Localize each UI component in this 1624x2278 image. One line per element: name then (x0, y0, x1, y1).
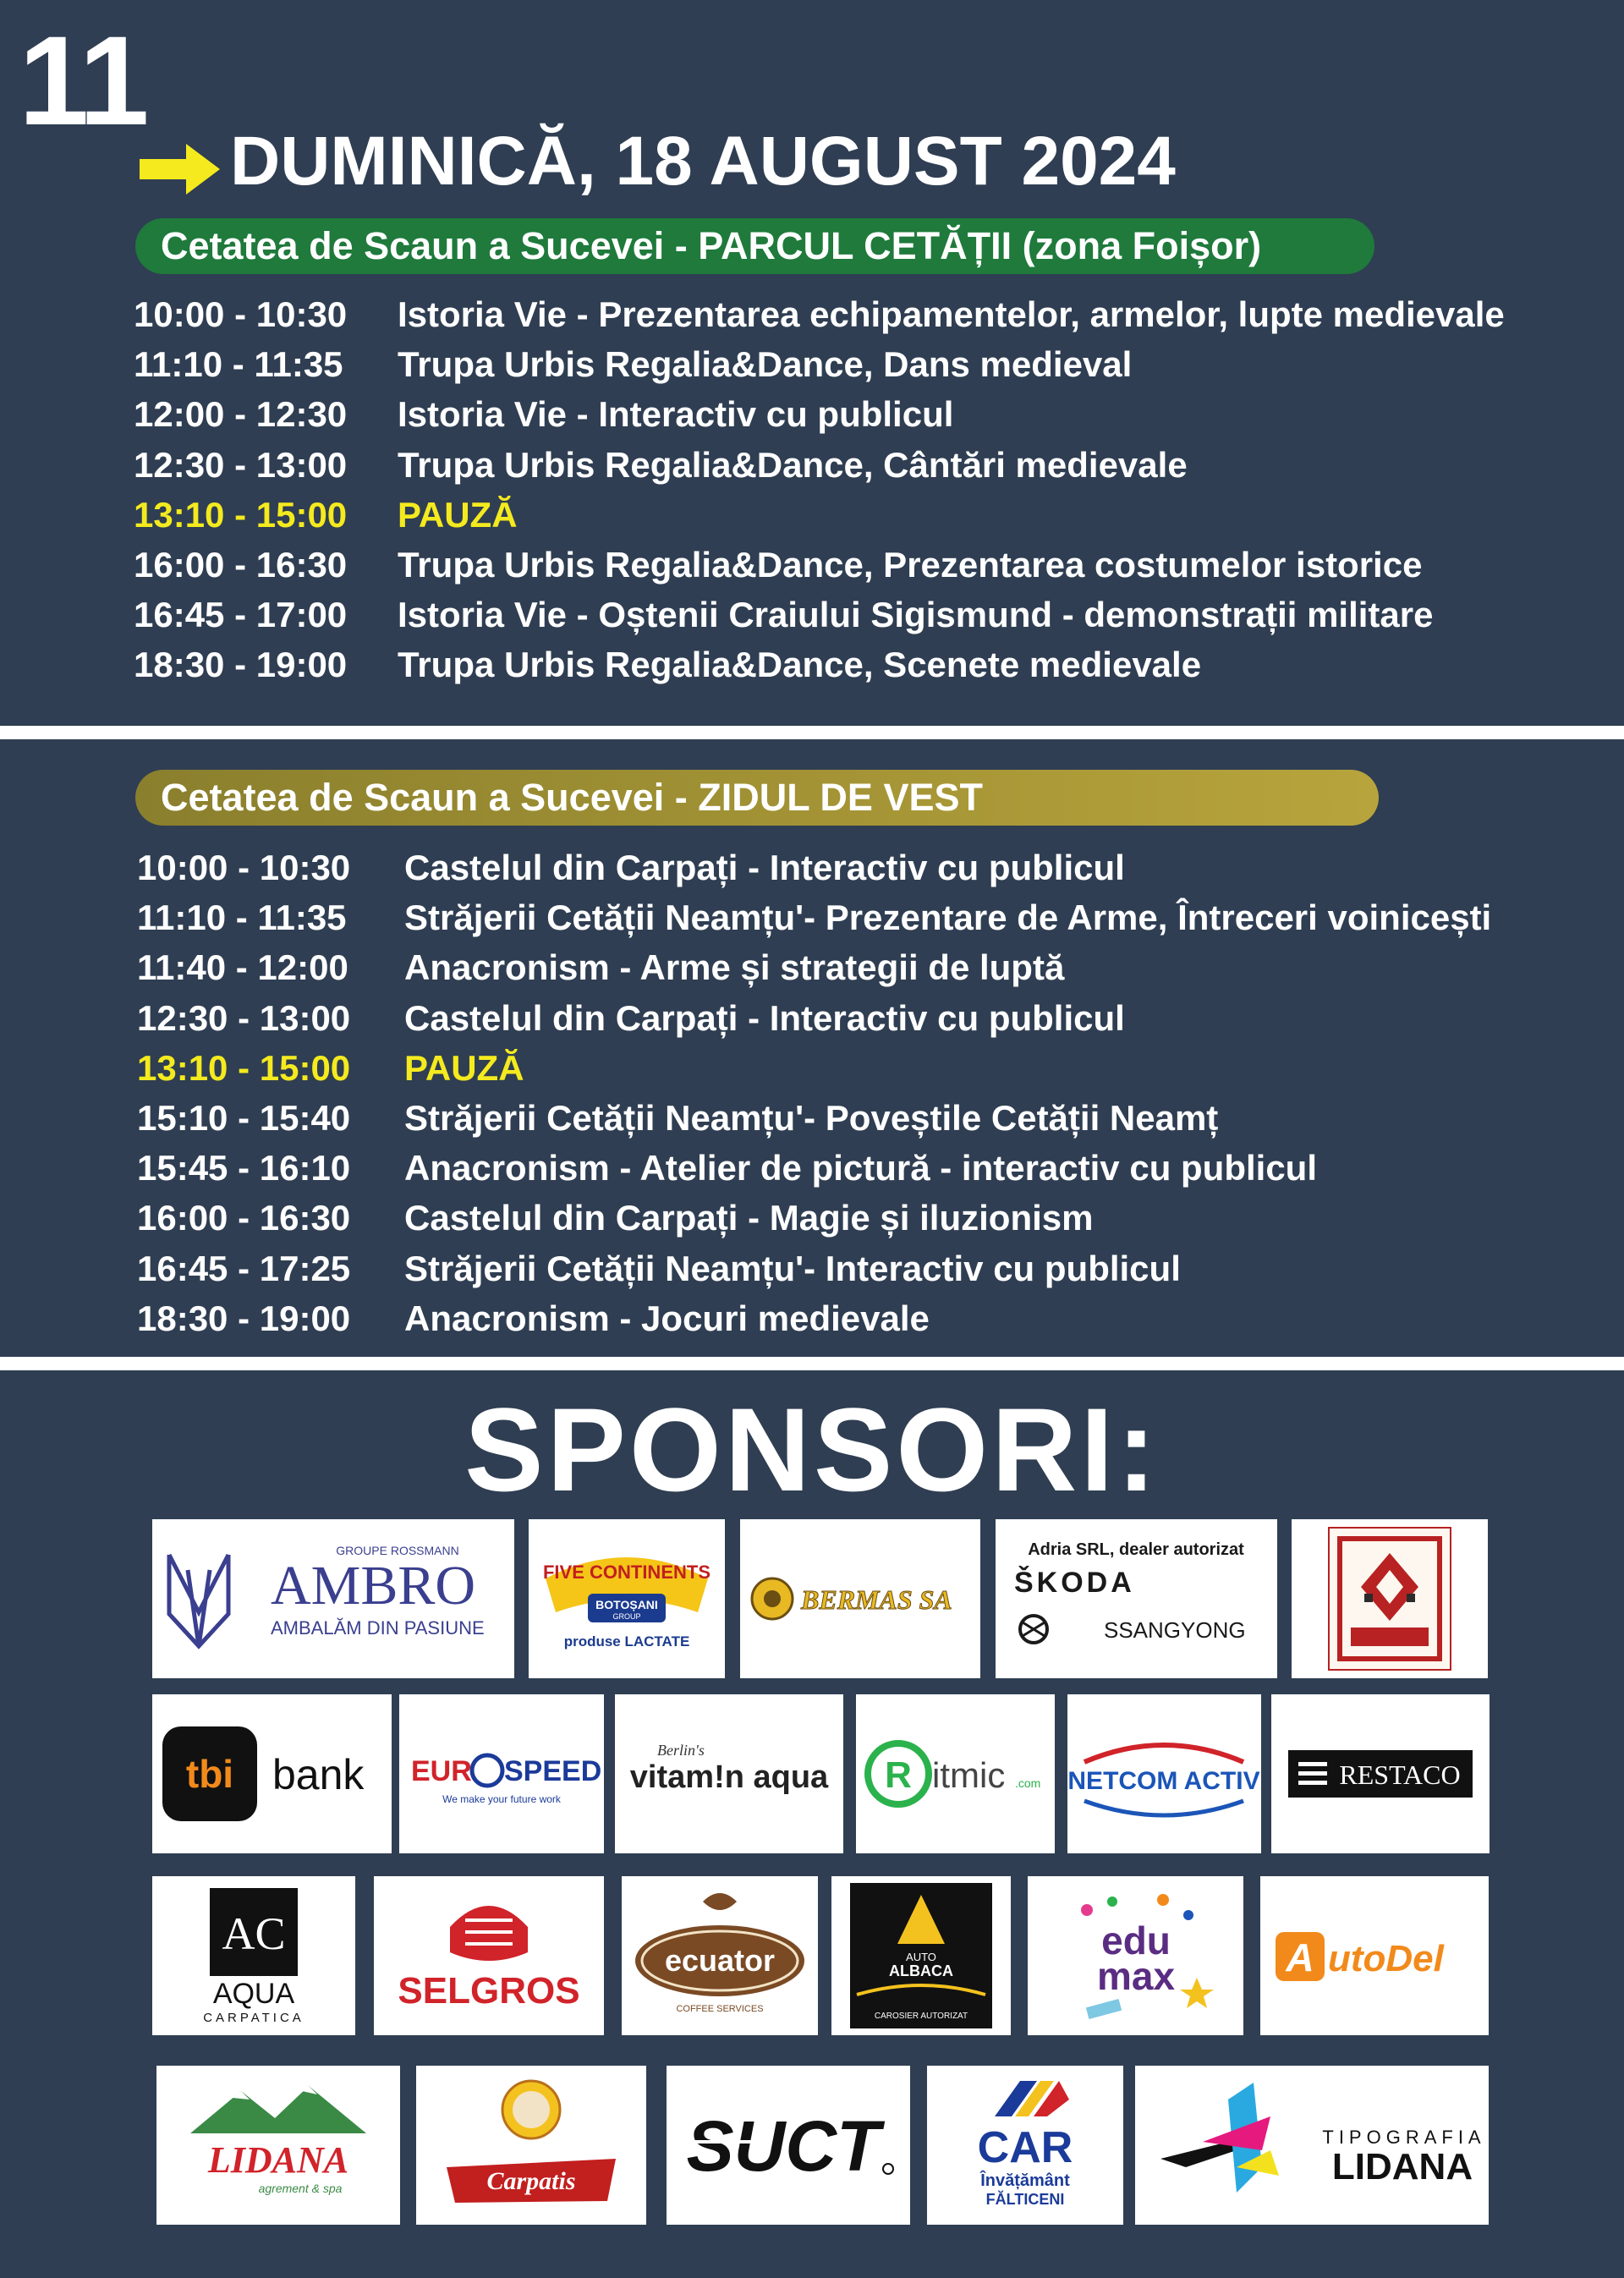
albaca-line1: AUTO (906, 1951, 936, 1963)
venue-title-zidul: Cetatea de Scaun a Sucevei - ZIDUL DE VEST (135, 770, 1379, 826)
ambro-group-text: GROUPE ROSSMANN (336, 1544, 459, 1557)
car-name: CAR (977, 2123, 1073, 2172)
arrow-right-icon (140, 144, 220, 195)
ritmic-name: itmic (932, 1755, 1006, 1795)
schedule-activity: Castelul din Carpați - Interactiv cu publicul (404, 848, 1125, 887)
eurospeed-part1: EUR (411, 1755, 472, 1787)
five-continents-city: BOTOȘANI (595, 1598, 658, 1611)
schedule-time: 18:30 - 19:00 (134, 645, 348, 685)
schedule-activity: Trupa Urbis Regalia&Dance, Prezentarea costumelor istorice (398, 545, 1423, 585)
sponsor-logo-ambro (152, 1519, 514, 1678)
ecuator-sub: COFFEE SERVICES (676, 2004, 764, 2014)
schedule-panel-zidul (0, 739, 1624, 1357)
schedule-time: 16:00 - 16:30 (137, 1198, 351, 1238)
five-continents-group: GROUP (612, 1612, 641, 1621)
autodel-letter: A (1286, 1935, 1314, 1979)
eurospeed-tagline: We make your future work (442, 1793, 561, 1805)
sponsor-logo-tipografia-lidana (1135, 2066, 1489, 2225)
schedule-activity: Anacronism - Arme și strategii de luptă (404, 947, 1065, 988)
carpatis-name: Carpatis (486, 2167, 576, 2195)
suct-name: SUCT (686, 2106, 881, 2186)
sponsor-logo-netcom-activ (1067, 1694, 1261, 1853)
pause-label: PAUZĂ (398, 494, 518, 535)
page-number: 11 (19, 9, 146, 151)
vitamin-name: vitam!n aqua (629, 1759, 829, 1795)
schedule-activity: Castelul din Carpați - Interactiv cu publicul (404, 997, 1125, 1038)
ritmic-letter: R (885, 1754, 912, 1796)
schedule-time: 10:00 - 10:30 (137, 848, 351, 887)
schedule-activity: Istoria Vie - Oștenii Craiului Sigismund - demonstrații militare (398, 595, 1434, 635)
schedule-time: 16:00 - 16:30 (134, 545, 348, 585)
sponsor-logo-tbi-bank (152, 1694, 392, 1853)
schedule-activity: Străjerii Cetății Neamțu'- Poveștile Cetății Neamț (404, 1098, 1219, 1138)
schedule-time: 12:00 - 12:30 (134, 394, 348, 435)
adria-dealer-text: Adria SRL, dealer autorizat (1028, 1540, 1244, 1559)
selgros-name: SELGROS (398, 1970, 580, 2012)
ssangyong-text: SSANGYONG (1104, 1617, 1246, 1643)
five-continents-name: FIVE CONTINENTS (542, 1562, 711, 1583)
schedule-time: 13:10 - 15:00 (137, 1047, 351, 1088)
edumax-line1: edu (1101, 1918, 1171, 1962)
venue-title-parcul: Cetatea de Scaun a Sucevei - PARCUL CETĂȚII (zona Foișor) (135, 218, 1374, 274)
vitamin-script: Berlin's (657, 1742, 705, 1759)
schedule-activity: Istoria Vie - Interactiv cu publicul (398, 394, 954, 435)
car-line1: Învățământ (980, 2171, 1070, 2190)
schedule-activity: Trupa Urbis Regalia&Dance, Dans medieval (398, 344, 1133, 385)
schedule-panel-parcul (0, 0, 1624, 726)
sponsor-logo-lidana (156, 2066, 400, 2225)
sponsor-logo-aqua-carpatica (152, 1876, 355, 2035)
schedule-time: 10:00 - 10:30 (134, 294, 348, 334)
aqua-mark: AC (222, 1908, 286, 1959)
albaca-sub: CAROSIER AUTORIZAT (874, 2012, 968, 2021)
schedule-time: 11:40 - 12:00 (137, 947, 348, 988)
sponsor-logo-autodel (1260, 1876, 1489, 2035)
sponsor-logo-eurospeed (399, 1694, 604, 1853)
sponsor-logo-selgros (374, 1876, 604, 2035)
ambro-tagline-text: AMBALĂM DIN PASIUNE (271, 1617, 485, 1639)
ambro-name-text: AMBRO (271, 1555, 476, 1617)
albaca-line2: ALBACA (889, 1962, 953, 1979)
sponsor-logo-car-falticeni (927, 2066, 1123, 2225)
five-continents-tagline: produse LACTATE (563, 1633, 690, 1649)
skoda-text: ŠKODA (1014, 1567, 1135, 1599)
schedule-activity: Străjerii Cetății Neamțu'- Interactiv cu publicul (404, 1248, 1181, 1288)
schedule-time: 15:45 - 16:10 (137, 1148, 351, 1188)
sponsor-logo-ecuator (622, 1876, 818, 2035)
sponsor-logo-folk-institution (1292, 1519, 1488, 1678)
schedule-activity: Anacronism - Jocuri medievale (404, 1298, 930, 1338)
sponsor-logo-restaco (1271, 1694, 1490, 1853)
sponsor-logo-five-continents (529, 1519, 725, 1678)
pause-label: PAUZĂ (404, 1047, 524, 1088)
schedule-activity: Trupa Urbis Regalia&Dance, Scenete medievale (398, 645, 1202, 685)
schedule-activity: Anacronism - Atelier de pictură - interactiv cu publicul (404, 1148, 1317, 1188)
aqua-sub: CARPATICA (203, 2011, 304, 2025)
autodel-name: utoDel (1328, 1938, 1444, 1979)
schedule-time: 13:10 - 15:00 (134, 494, 348, 535)
sponsor-logo-ritmic (856, 1694, 1055, 1853)
tipografia-line1: TIPOGRAFIA (1322, 2127, 1486, 2148)
sponsors-title: SPONSORI: (464, 1383, 1160, 1516)
sponsor-logo-bermas (740, 1519, 980, 1678)
ecuator-name: ecuator (664, 1943, 776, 1978)
day-title: DUMINICĂ, 18 AUGUST 2024 (230, 123, 1176, 200)
schedule-activity: Străjerii Cetății Neamțu'- Prezentare de Arme, Întreceri voinicești (404, 897, 1492, 938)
schedule-time: 11:10 - 11:35 (137, 897, 347, 938)
schedule-activity: Istoria Vie - Prezentarea echipamentelor, armelor, lupte medievale (398, 294, 1505, 334)
schedule-time: 11:10 - 11:35 (134, 344, 343, 385)
sponsor-logo-vitamin-aqua (615, 1694, 843, 1853)
schedule-activity: Trupa Urbis Regalia&Dance, Cântări medievale (398, 444, 1188, 485)
sponsor-logo-adria (996, 1519, 1277, 1678)
ritmic-suffix: .com (1015, 1776, 1041, 1790)
schedule-time: 12:30 - 13:00 (134, 444, 348, 485)
netcom-name: NETCOM ACTIV (1067, 1767, 1260, 1795)
edumax-line2: max (1096, 1954, 1176, 1998)
tbi-bank-text: bank (272, 1751, 365, 1798)
sponsor-logo-suct (667, 2066, 910, 2225)
schedule-time: 16:45 - 17:00 (134, 595, 348, 635)
car-line2: FĂLTICENI (985, 2191, 1065, 2208)
lidana-sub: agrement & spa (258, 2182, 343, 2195)
schedule-time: 15:10 - 15:40 (137, 1098, 351, 1138)
lidana-name: LIDANA (207, 2139, 349, 2181)
sponsor-logo-edumax (1028, 1876, 1243, 2035)
sponsor-logo-auto-albaca (831, 1876, 1011, 2035)
schedule-activity: Castelul din Carpați - Magie și iluzionism (404, 1198, 1094, 1238)
sponsor-logo-carpatis (416, 2066, 646, 2225)
tipografia-line2: LIDANA (1331, 2146, 1473, 2187)
schedule-time: 12:30 - 13:00 (137, 997, 351, 1038)
bermas-name: BERMAS SA (801, 1584, 952, 1615)
schedule-time: 16:45 - 17:25 (137, 1248, 351, 1288)
tbi-badge-text: tbi (185, 1752, 234, 1796)
schedule-time: 18:30 - 19:00 (137, 1298, 351, 1338)
restaco-name: RESTACO (1339, 1759, 1461, 1790)
eurospeed-part2: SPEED (504, 1755, 602, 1787)
aqua-name: AQUA (212, 1978, 295, 2010)
